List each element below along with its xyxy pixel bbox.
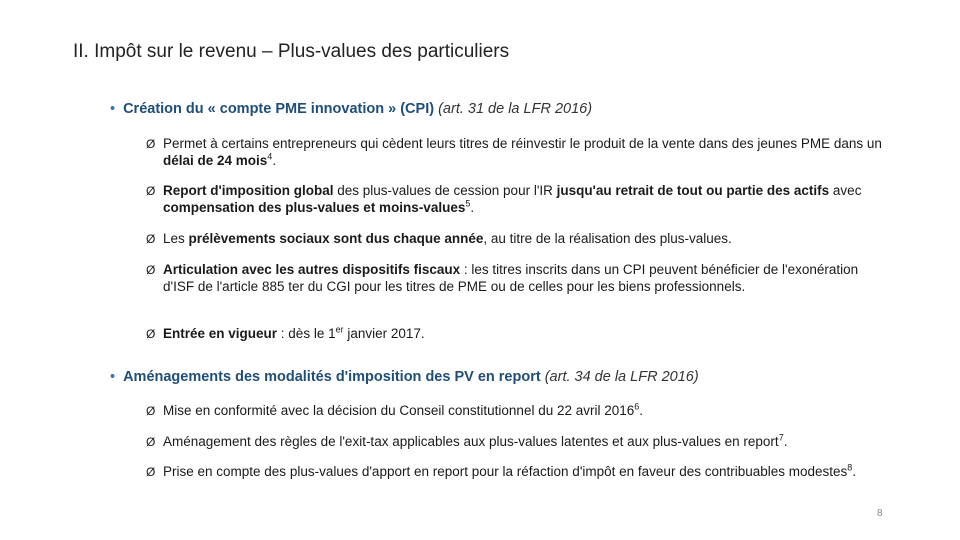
footnote-ref: 8 <box>847 462 853 473</box>
item-text: , au titre de la réalisation des plus-values. <box>483 231 732 246</box>
section-reference: (art. 31 de la LFR 2016) <box>438 101 593 117</box>
list-item <box>146 434 886 451</box>
item-text: Mise en conformité avec la décision du Conseil constitutionnel du 22 avril 2016 <box>163 403 635 418</box>
bullet-icon: • <box>110 369 116 385</box>
list-item <box>146 326 886 343</box>
section-heading-text: Aménagements des modalités d'imposition des PV en report <box>123 369 541 385</box>
list-item <box>146 464 886 481</box>
section-heading-text: Création du « compte PME innovation » (CPI) <box>123 101 435 117</box>
section-heading-pv-report <box>110 369 699 385</box>
item-text: . <box>470 199 475 215</box>
section-heading-cpi <box>110 101 592 117</box>
arrow-bullet-icon: Ø <box>146 435 156 449</box>
arrow-bullet-icon: Ø <box>146 184 156 198</box>
arrow-bullet-icon: Ø <box>146 404 156 418</box>
item-emphasis: prélèvements sociaux sont dus chaque année <box>188 231 484 246</box>
item-emphasis: délai de 24 mois <box>163 152 268 168</box>
list-item <box>146 136 886 169</box>
item-text: des plus-values de cession pour l'IR <box>333 183 557 198</box>
item-emphasis: Entrée en vigueur <box>163 326 278 341</box>
item-text: . <box>783 434 788 449</box>
arrow-bullet-icon: Ø <box>146 327 156 341</box>
item-text: Aménagement des règles de l'exit-tax applicables aux plus-values latentes et aux plus-values en report <box>163 434 779 449</box>
list-item <box>146 403 886 420</box>
item-text: . <box>639 403 644 418</box>
arrow-bullet-icon: Ø <box>146 232 156 246</box>
arrow-bullet-icon: Ø <box>146 137 156 151</box>
item-emphasis: compensation des plus-values et moins-values <box>163 199 466 215</box>
list-item <box>146 183 886 216</box>
item-text: . <box>852 464 857 479</box>
slide-title: II. Impôt sur le revenu – Plus-values des particuliers <box>73 41 510 62</box>
section-reference: (art. 34 de la LFR 2016) <box>544 369 699 385</box>
footnote-ref: 7 <box>778 432 784 443</box>
footnote-ref: er <box>335 324 344 335</box>
item-text: Permet à certains entrepreneurs qui cèdent leurs titres de réinvestir le produit de la vente dans des jeunes PME dans un <box>163 136 882 151</box>
item-text: avec <box>829 183 862 198</box>
item-text: . <box>272 152 277 168</box>
footnote-ref: 5 <box>465 198 471 208</box>
bullet-icon: • <box>110 101 116 117</box>
page-number: 8 <box>877 508 883 519</box>
item-text: Prise en compte des plus-values d'apport en report pour la réfaction d'impôt en faveur des contribuables modestes <box>163 464 848 479</box>
item-emphasis: jusqu'au retrait de tout ou partie des actifs <box>556 183 830 198</box>
arrow-bullet-icon: Ø <box>146 263 156 277</box>
list-item <box>146 231 886 248</box>
item-emphasis: Report d'imposition global <box>163 183 334 198</box>
arrow-bullet-icon: Ø <box>146 465 156 479</box>
footnote-ref: 4 <box>267 151 273 161</box>
footnote-ref: 6 <box>634 401 640 412</box>
list-item <box>146 262 886 295</box>
item-emphasis: Articulation avec les autres dispositifs fiscaux <box>163 262 461 277</box>
item-text: : les titres inscrits dans un CPI peuvent bénéficier de l'exonération d'ISF de l'article 885 ter du CGI pour les titres de PME ou de celles pour les biens professionnels. <box>163 262 859 294</box>
item-text: : dès le 1 <box>277 326 336 341</box>
item-text: janvier 2017. <box>343 326 425 341</box>
item-text: Les <box>163 231 189 246</box>
